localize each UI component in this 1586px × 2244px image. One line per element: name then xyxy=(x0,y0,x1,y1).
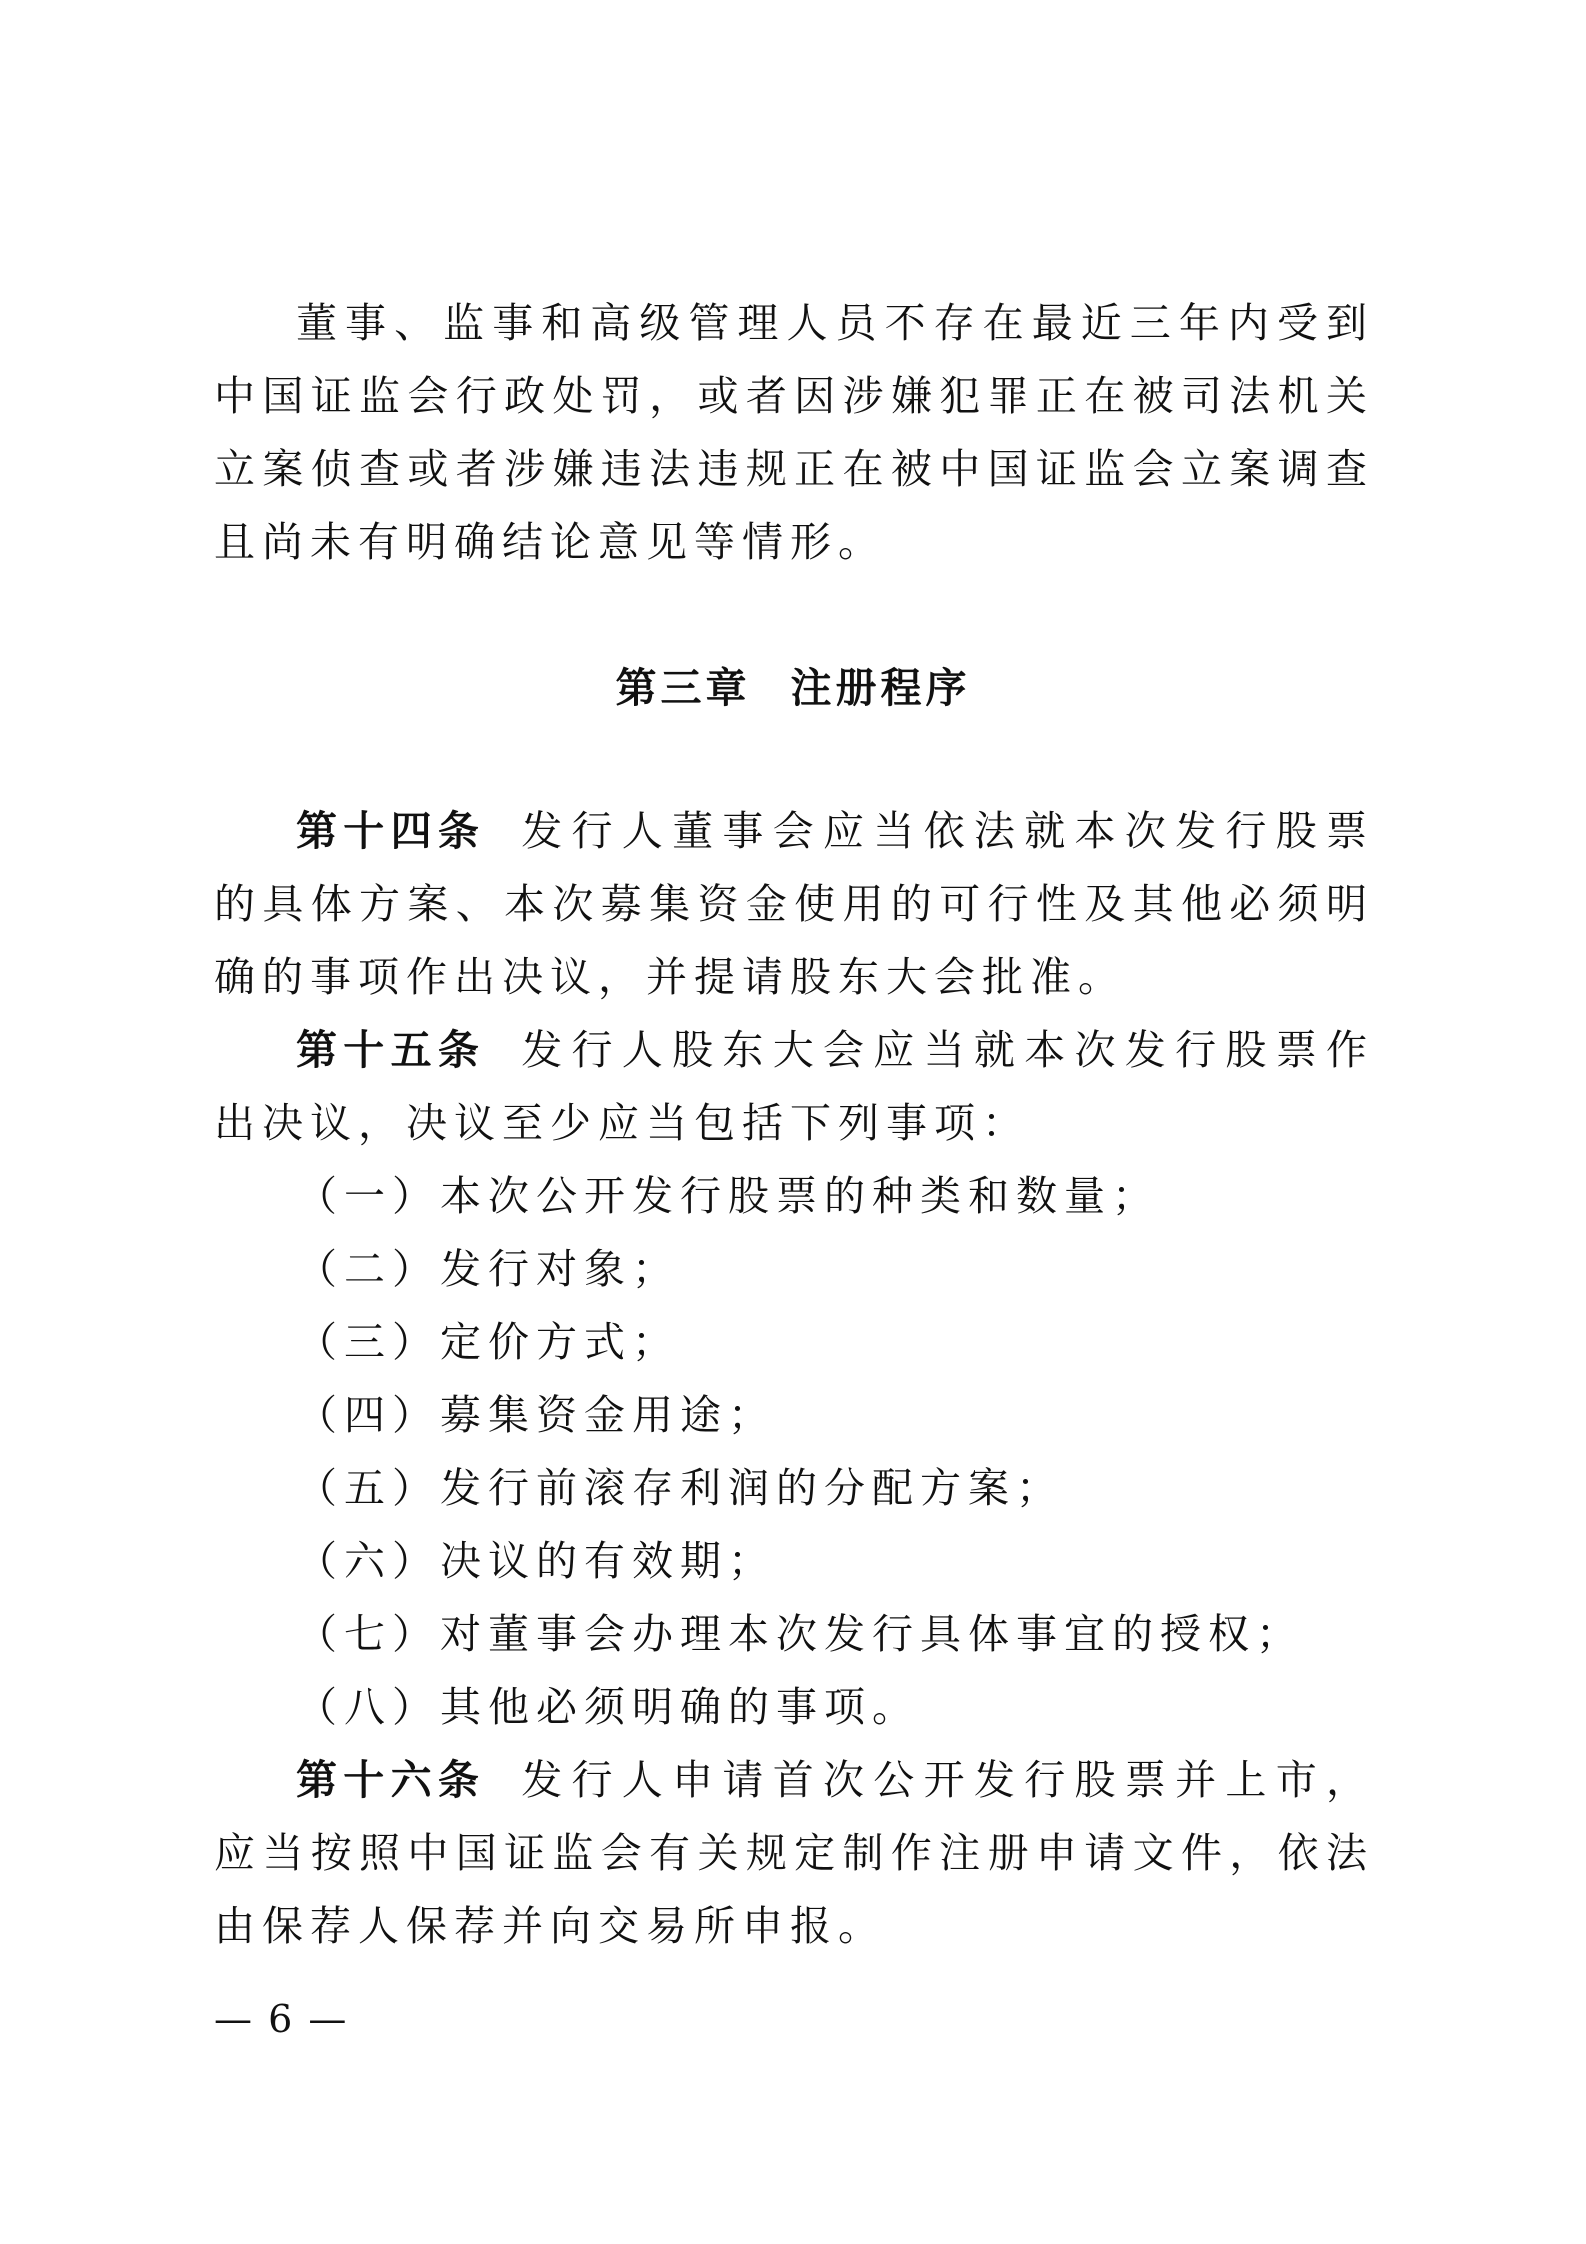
list-item: （四）募集资金用途； xyxy=(296,1391,776,1439)
article-15-text: 发行人股东大会应当就本次发行股票作出决议，决议至少应当包括下列事项： xyxy=(214,1026,1375,1147)
article-14 xyxy=(214,795,1374,1014)
chapter-heading xyxy=(0,652,1586,725)
page-number: — 6 — xyxy=(214,1997,349,2041)
list-item: （六）决议的有效期； xyxy=(296,1537,776,1585)
article-14-label: 第十四条 xyxy=(296,807,486,855)
list-item: （三）定价方式； xyxy=(296,1318,680,1366)
chapter-title: 注册程序 xyxy=(790,664,971,712)
continuation-paragraph: 董事、监事和高级管理人员不存在最近三年内受到中国证监会行政处罚，或者因涉嫌犯罪正在被司法机关立案侦查或者涉嫌违法违规正在被中国证监会立案调查且尚未有明确结论意见等情形。 xyxy=(214,299,1374,566)
article-16-text: 发行人申请首次公开发行股票并上市，应当按照中国证监会有关规定制作注册申请文件，依法由保荐人保荐并向交易所申报。 xyxy=(214,1756,1375,1950)
article-16-label: 第十六条 xyxy=(296,1756,486,1804)
article-14-text: 发行人董事会应当依法就本次发行股票的具体方案、本次募集资金使用的可行性及其他必须明确的事项作出决议，并提请股东大会批准。 xyxy=(214,807,1375,1001)
list-item: （八）其他必须明确的事项。 xyxy=(296,1683,920,1731)
article-15-label: 第十五条 xyxy=(296,1026,486,1074)
list-item: （一）本次公开发行股票的种类和数量； xyxy=(296,1172,1160,1220)
list-item: （五）发行前滚存利润的分配方案； xyxy=(296,1464,1064,1512)
chapter-number: 第三章 xyxy=(615,664,751,712)
article-16 xyxy=(214,1744,1374,1963)
list-item: （二）发行对象； xyxy=(296,1245,680,1293)
article-15 xyxy=(214,1014,1374,1160)
list-item: （七）对董事会办理本次发行具体事宜的授权； xyxy=(296,1610,1304,1658)
